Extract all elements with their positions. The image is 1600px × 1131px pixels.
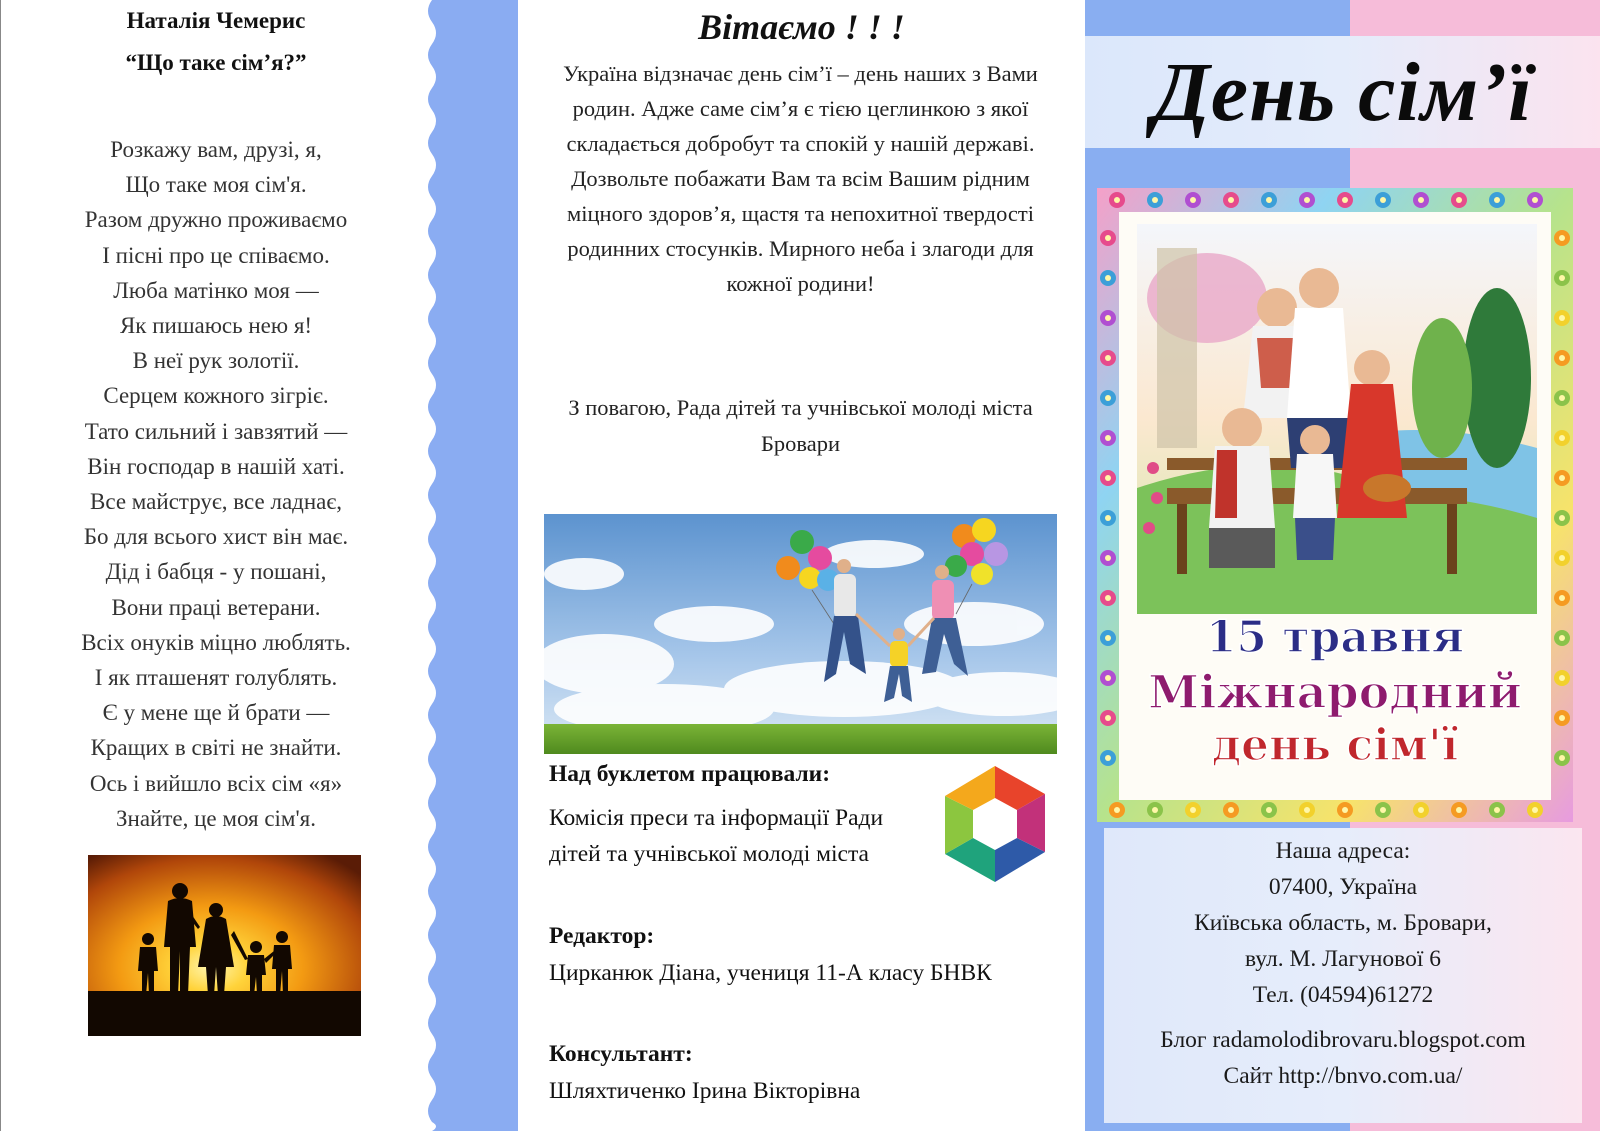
frame-flower-center	[1190, 197, 1196, 203]
poem-lines	[1, 132, 431, 836]
frame-flower-center	[1380, 807, 1386, 813]
frame-flower-center	[1559, 515, 1565, 521]
credits-org: Комісія преси та інформації Ради дітей та учнівської молоді міста	[549, 805, 884, 867]
poem-line: Кращих в світі не знайти.	[90, 735, 342, 761]
blog-link[interactable]: Блог radamolodibrovaru.blogspot.com	[1160, 1027, 1526, 1053]
greeting-text: Україна відзначає день сім’ї – день наших з Вами родин. Адже саме сім’я є тією цеглинкою з якої складається добробут та спокій у нашій державі. Дозвольте побажати Вам та всім Вашим рідним міцного здоров’я, щастя та непохитної твердості родинних стосунків. Мирного неба і злагоди для кожної родини!	[563, 61, 1038, 296]
frame-flower-center	[1114, 807, 1120, 813]
credits-heading: Над буклетом працювали:	[549, 761, 831, 787]
frame-flower-center	[1105, 235, 1111, 241]
frame-flower-center	[1342, 807, 1348, 813]
family-balloons-photo	[544, 514, 1057, 754]
address-zip: 07400, Україна	[1268, 874, 1418, 900]
frame-flower-center	[1105, 555, 1111, 561]
frame-flower-center	[1559, 475, 1565, 481]
frame-flower-center	[1559, 675, 1565, 681]
frame-flower-center	[1418, 807, 1424, 813]
poem-line: Розкажу вам, друзі, я,	[110, 137, 322, 162]
address-box	[1104, 828, 1582, 1123]
poem-line: Все майструє, все ладнає,	[89, 489, 342, 515]
frame-flower-center	[1494, 197, 1500, 203]
frame-flower-center	[1304, 807, 1310, 813]
address-phone: Тел. (04594)61272	[1252, 982, 1434, 1008]
poem-line: Що таке моя сім'я.	[125, 172, 307, 198]
poem-author: Наталія Чемерис	[126, 8, 306, 33]
frame-flower-center	[1105, 315, 1111, 321]
poem-line: В неї рук золотії.	[132, 348, 300, 374]
site-link[interactable]: Сайт http://bnvo.com.ua/	[1223, 1063, 1463, 1089]
poem-line: Разом дружно проживаємо	[84, 207, 348, 233]
family-sunset-image	[88, 855, 361, 1036]
address-title: Наша адреса:	[1275, 838, 1411, 864]
greeting-regards: З повагою, Рада дітей та учнівської молоді міста Бровари	[568, 395, 1033, 456]
frame-flower-center	[1559, 715, 1565, 721]
frame-flower-center	[1559, 635, 1565, 641]
address-region: Київська область, м. Бровари,	[1194, 910, 1492, 936]
frame-flower-center	[1105, 275, 1111, 281]
frame-flower-center	[1105, 635, 1111, 641]
frame-flower-center	[1456, 197, 1462, 203]
frame-flower-center	[1105, 515, 1111, 521]
frame-flower-center	[1559, 595, 1565, 601]
frame-flower-center	[1105, 435, 1111, 441]
frame-flower-center	[1494, 807, 1500, 813]
frame-flower-center	[1105, 755, 1111, 761]
family-day-poster	[1097, 188, 1573, 822]
frame-flower-center	[1105, 715, 1111, 721]
frame-flower-center	[1105, 475, 1111, 481]
frame-flower-center	[1559, 235, 1565, 241]
frame-flower-center	[1228, 807, 1234, 813]
frame-flower-center	[1304, 197, 1310, 203]
address-street: вул. М. Лагунової 6	[1244, 946, 1442, 972]
frame-flower-center	[1559, 755, 1565, 761]
frame-flower-center	[1105, 675, 1111, 681]
frame-flower-center	[1266, 197, 1272, 203]
poem-line: Люба матінко моя —	[113, 277, 319, 303]
greeting-heading: Вітаємо ! ! !	[698, 7, 905, 47]
consultant-label: Консультант:	[549, 1041, 693, 1067]
poem-panel	[0, 0, 430, 1131]
poster-subtitle-1: Міжнародний	[1148, 665, 1522, 719]
frame-flower-center	[1152, 197, 1158, 203]
frame-flower-center	[1105, 355, 1111, 361]
consultant-name: Шляхтиченко Ірина Вікторівна	[549, 1078, 861, 1104]
poster-subtitle-2: день сім'ї	[1211, 720, 1459, 771]
poem-line: Бо для всього хист він має.	[83, 524, 349, 550]
poem-line: Як пишаюсь нею я!	[119, 313, 313, 339]
frame-flower-center	[1559, 275, 1565, 281]
editor-name: Цирканюк Діана, учениця 11-А класу БНВК	[549, 960, 992, 986]
poem-line: Серцем кожного зігріє.	[103, 383, 329, 409]
poem-line: Вони праці ветерани.	[111, 594, 321, 620]
cover-panel	[1085, 0, 1600, 1131]
frame-flower-center	[1418, 197, 1424, 203]
editor-label: Редактор:	[549, 923, 655, 949]
frame-flower-center	[1559, 435, 1565, 441]
frame-flower-center	[1190, 807, 1196, 813]
poem-line: І як пташенят голублять.	[94, 665, 338, 691]
frame-flower-center	[1456, 807, 1462, 813]
poem-line: Всіх онуків міцно люблять.	[81, 629, 351, 655]
frame-flower-center	[1559, 315, 1565, 321]
council-logo-icon	[938, 762, 1052, 886]
poem-line: Він господар в нашій хаті.	[87, 453, 345, 479]
frame-flower-center	[1105, 595, 1111, 601]
frame-flower-center	[1266, 807, 1272, 813]
frame-flower-center	[1105, 395, 1111, 401]
frame-flower-center	[1532, 807, 1538, 813]
frame-flower-center	[1559, 395, 1565, 401]
frame-flower-center	[1342, 197, 1348, 203]
main-title: День сім’ї	[1152, 46, 1533, 139]
poem-line: І пісні про це співаємо.	[102, 242, 330, 268]
frame-flower-center	[1152, 807, 1158, 813]
poem-line: Тато сильний і завзятий —	[84, 418, 348, 444]
poem-line: Ось і вийшло всіх сім «я»	[89, 770, 343, 796]
greeting-panel	[518, 0, 1085, 1131]
frame-flower-center	[1228, 197, 1234, 203]
poem-line: Дід і бабця - у пошані,	[105, 559, 327, 585]
frame-flower-center	[1380, 197, 1386, 203]
poem-line: Є у мене ще й брати —	[102, 700, 330, 726]
poem-title: “Що таке сім’я?”	[125, 50, 307, 75]
frame-flower-center	[1532, 197, 1538, 203]
poem-line: Знайте, це моя сім'я.	[116, 805, 316, 831]
wavy-blue-border	[418, 0, 518, 1131]
frame-flower-center	[1114, 197, 1120, 203]
frame-flower-center	[1559, 555, 1565, 561]
poster-date: 15 травня	[1205, 612, 1465, 663]
frame-flower-center	[1559, 355, 1565, 361]
